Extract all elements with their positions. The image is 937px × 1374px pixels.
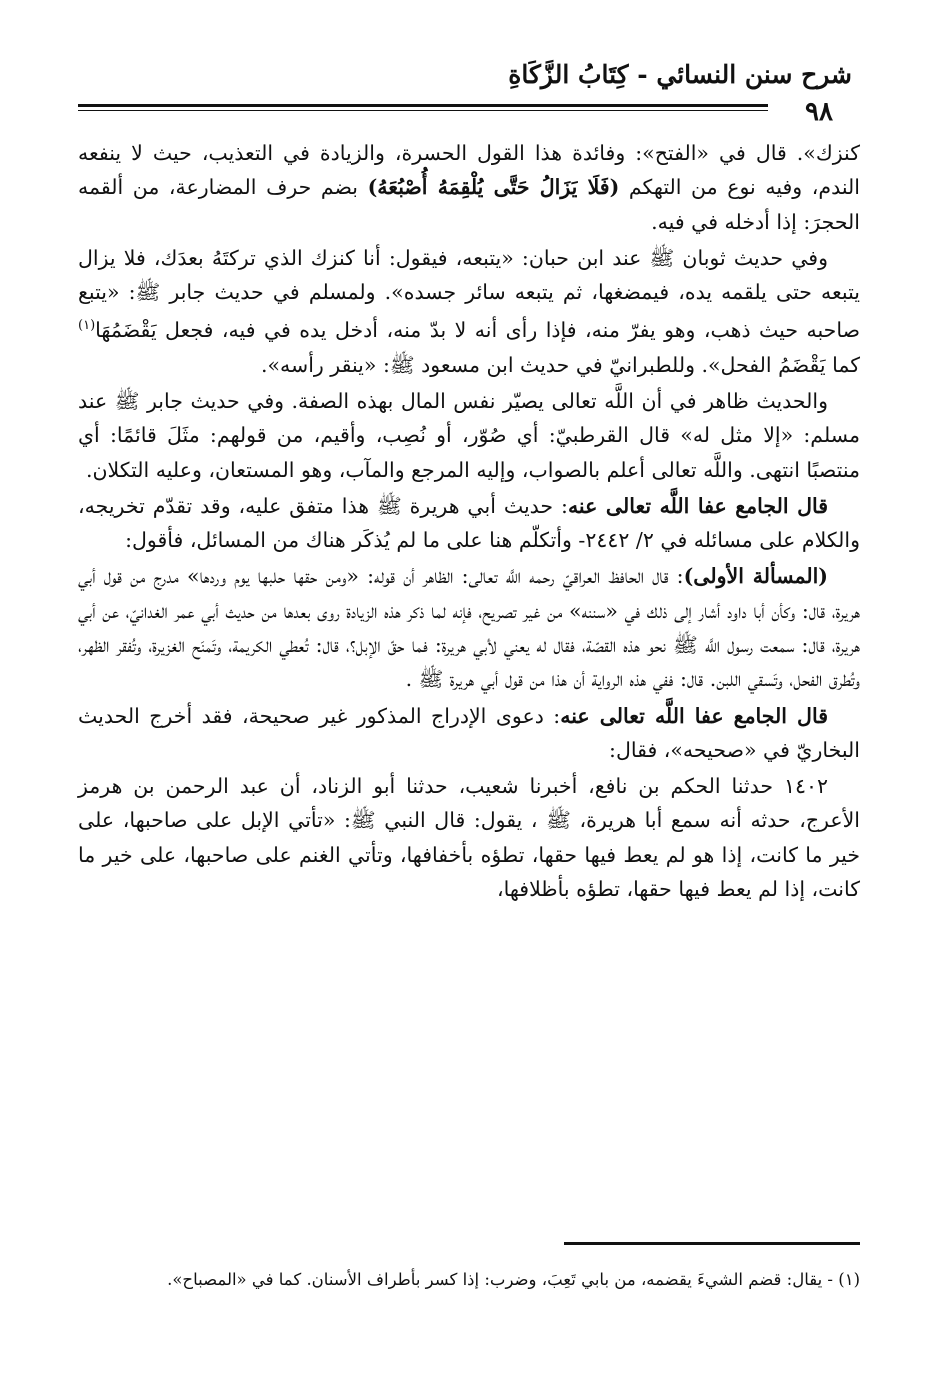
paragraph-6	[78, 699, 860, 768]
footnote-rule	[564, 1242, 860, 1245]
paragraph-text: بضم حرف المضارعة، من ألقمه الحجرَ: إذا أدخله في فيه.	[78, 175, 860, 234]
footnote: (١) - يقال: قضم الشيءَ يقضمه، من بابي تَعِبَ، وضرب: إذا كسر بأطراف الأسنان. كما في «المصباح».	[167, 1270, 860, 1289]
paragraph-5	[78, 559, 860, 696]
paragraph-text: : حديث أبي هريرة ﷺ هذا متفق عليه، وقد تقدّم تخريجه، والكلام على مسائله في ٢/ ٢٤٤٢- وأتكلّم هنا على ما لم يُذكَر هناك من المسائل، فأقول:	[78, 493, 860, 553]
footnote-marker: (١)	[78, 318, 96, 334]
header-rule-thin	[78, 110, 768, 111]
paragraph-text: ١٤٠٢ حدثنا الحكم بن نافع، أخبرنا شعيب، حدثنا أبو الزناد، أن عبد الرحمن بن هرمز الأعرج، حدثه أنه سمع أبا هريرة، ﷺ ، يقول: قال النبي ﷺ: «تأتي الإبل على صاحبها، على خير ما كانت، إذا هو لم يعط فيها حقها، تطؤه بأخفافها، وتأتي الغنم على صاحبها، على خير ما كانت، إذا لم يعط فيها حقها، تطؤه بأظلافها،	[78, 774, 860, 902]
page-number: ٩٨	[778, 98, 860, 126]
paragraph-3	[78, 384, 860, 487]
paragraph-1	[78, 136, 860, 239]
paragraph-4	[78, 489, 860, 558]
body-text	[78, 136, 860, 906]
header-rule	[78, 97, 860, 127]
paragraph-text: وفي حديث ثوبان ﷺ عند ابن حبان: «يتبعه، فيقول: أنا كنزك الذي تركتَهُ بعدَك، فلا يزال يتبعه حتى يلقمه يده، فيمضغها، ثم يتبعه سائر جسده». ولمسلم في حديث جابر ﷺ: «يتبع صاحبه حيث ذهب، وهو يفرّ منه، فإذا رأى أنه لا بدّ منه، أدخل يده في فيه، فجعل يَقْضَمُهَا	[78, 245, 860, 343]
author-note-heading: قال الجامع عفا اللَّه تعالى عنه	[567, 493, 829, 518]
paragraph-text: كنزك». قال في «الفتح»: وفائدة هذا القول الحسرة، والزيادة في التعذيب، حيث لا ينفعه الندم، وفيه نوع من التهكم	[78, 141, 860, 200]
issue-heading: (المسألة الأولى)	[683, 564, 828, 589]
running-head-title: شرح سنن النسائي - كِتَابُ الزَّكَاةِ	[508, 60, 852, 89]
book-page	[78, 58, 860, 1358]
paragraph-text: كما يَقْضَمُ الفحل». وللطبرانيّ في حديث ابن مسعود ﷺ: «ينقر رأسه».	[260, 352, 860, 377]
paragraph-2	[78, 241, 860, 382]
header-rule-thick	[78, 104, 768, 107]
paragraph-text: : دعوى الإدراج المذكور غير صحيحة، فقد أخرج الحديث البخاريّ في «صحيحه»، فقال:	[78, 703, 860, 762]
paragraph-7	[78, 769, 860, 906]
paragraph-text: : قال الحافظ العراقيّ رحمه اللَّه تعالى: الظاهر أن قوله: «ومن حقها حلبها يوم وردها» مدرج من قول أبي هريرة، قال: وكأن أبا داود أشار إلى ذلك في «سننه» من غير تصريح، فإنه لما ذكر هذه الزيادة روى بعدها من حديث أبي عمر الغدانيّ، عن أبي هريرة، قال: سمعت رسول اللَّه ﷺ نحو هذه القصّة، فقال له يعني لأبي هريرة: فما حقّ الإبل؟، قال: تُعطي الكريمة، وتَمنَح الغزيرة، وتُفقر الظهر، وتُطرق الفحل، وتَسقي اللبن. قال: ففي هذه الرواية أن هذا من قول أبي هريرة ﷺ .	[78, 564, 860, 692]
paragraph-text: والحديث ظاهر في أن اللَّه تعالى يصيّر نفس المال بهذه الصفة. وفي حديث جابر ﷺ عند مسلم: «إلا مثل له» قال القرطبيّ: أي صُوّر، أو نُصِب، وأقيم، من قولهم: مثَلَ قائمًا: أي منتصبًا انتهى. واللَّه تعالى أعلم بالصواب، وإليه المرجع والمآب، وهو المستعان، وعليه التكلان.	[78, 388, 860, 482]
author-note-heading: قال الجامع عفا اللَّه تعالى عنه	[560, 703, 828, 728]
quran-quote: (فَلَا يَزَالُ حَتَّى يُلْقِمَهُ أُصْبُعَهُ)	[367, 175, 620, 200]
